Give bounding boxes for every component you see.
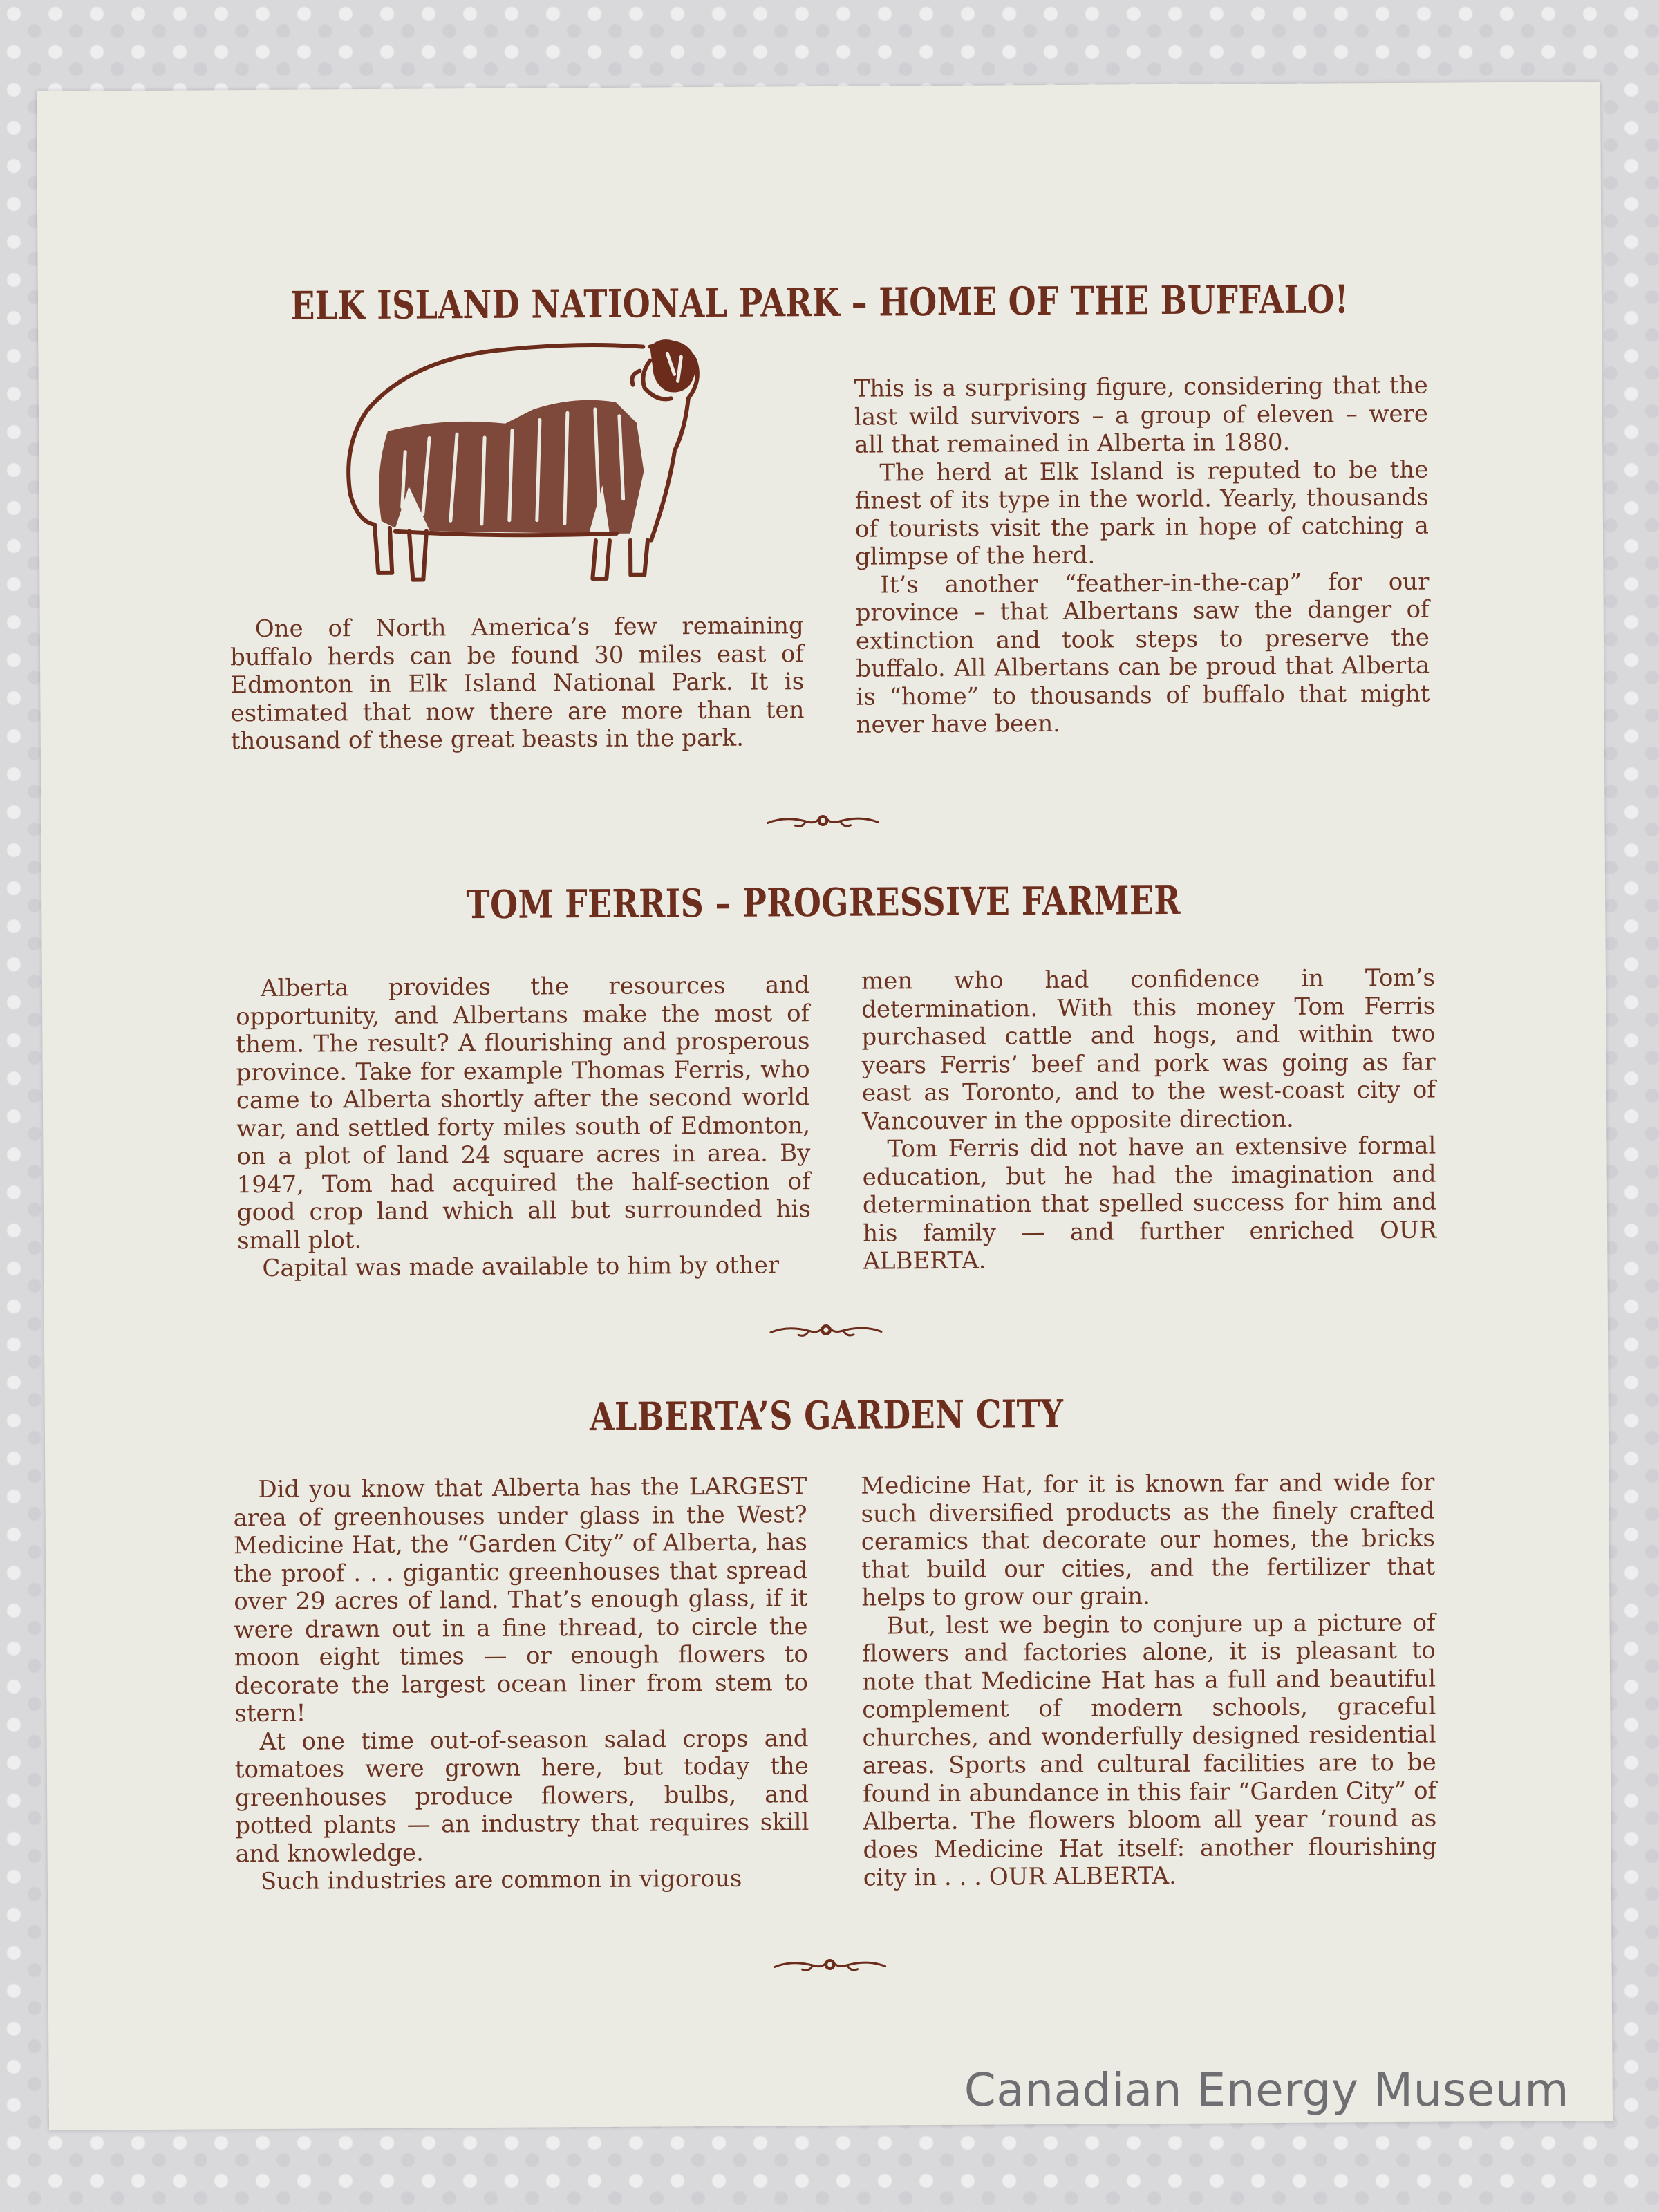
section-title-elk-island: ELK ISLAND NATIONAL PARK – HOME OF THE BUFFALO! bbox=[290, 276, 1349, 329]
paragraph: men who had confidence in Tom’s determination. With this money Tom Ferris purchased cattle and hogs, and within two years Ferris’ beef and pork was going as far east as Toronto, and to the west-coast city of Vancouver in the opposite direction. bbox=[861, 964, 1436, 1136]
paragraph: It’s another “feather-in-the-cap” for our province – that Albertans saw the danger of extinction and took steps to preserve the buffalo. All Albertans can be proud that Alberta is “home” to thousands of buffalo that might never have been. bbox=[855, 568, 1430, 739]
paragraph: Did you know that Alberta has the LARGEST area of greenhouses under glass in the West? Medicine Hat, the “Garden City” of Alberta, has the proof . . . gigantic greenhouses that spread over 29 acres of land. That’s enough glass, if it were drawn out in a fine thread, to circle the moon eight times — or enough flowers to decorate the largest ocean liner from stem to stern! bbox=[233, 1472, 809, 1728]
tom-ferris-right-column bbox=[861, 964, 1437, 1276]
paragraph: The herd at Elk Island is reputed to be the finest of its type in the world. Yearly, thousands of tourists visit the park in hope of catching a glimpse of the herd. bbox=[854, 456, 1430, 571]
paragraph: Alberta provides the resources and opportunity, and Albertans make the most of them. The result? A flourishing and prosperous province. Take for example Thomas Ferris, who came to Alberta shortly after the second world war, and settled forty miles south of Edmonton, on a plot of land 24 square acres in area. By 1947, Tom had acquired the half-section of good crop land which all but surrounded his small plot. bbox=[236, 971, 812, 1255]
document-page bbox=[37, 82, 1613, 2130]
paragraph: At one time out-of-season salad crops and tomatoes were grown here, but today the greenhouses produce flowers, bulbs, and potted plants — an industry that requires skill and knowledge. bbox=[234, 1724, 809, 1868]
paragraph: Medicine Hat, for it is known far and wide for such diversified products as the finely crafted ceramics that decorate our homes, the bricks that build our cities, and the fertilizer that helps to grow our grain. bbox=[861, 1468, 1436, 1612]
elk-island-right-column bbox=[854, 372, 1430, 740]
garden-city-right-column bbox=[861, 1469, 1437, 1893]
paragraph: But, lest we begin to conjure up a picture of flowers and factories alone, it is pleasant to note that Medicine Hat has a full and beautiful complement of modern schools, graceful churches, and wonderfully designed residential areas. Sports and cultural facilities are to be found in abundance in this fair “Garden City” of Alberta. The flowers bloom all year ’round as does Medicine Hat itself: another flourishing city in . . . OUR ALBERTA. bbox=[861, 1609, 1437, 1892]
ornament-divider-icon bbox=[767, 1318, 885, 1342]
garden-city-left-column bbox=[233, 1472, 809, 1896]
tom-ferris-left-column bbox=[236, 971, 812, 1283]
section-title-garden-city: ALBERTA’S GARDEN CITY bbox=[589, 1391, 1064, 1441]
paragraph: Such industries are common in vigorous bbox=[260, 1864, 742, 1896]
elk-island-left-column bbox=[230, 612, 805, 756]
paragraph: Tom Ferris did not have an extensive formal education, but he had the imagination and determination that spelled success for him and his family — and further enriched OUR ALBERTA. bbox=[862, 1132, 1437, 1275]
paragraph: One of North America’s few remaining buffalo herds can be found 30 miles east of Edmonton in Elk Island National Park. It is estimated that now there are more than ten thousand of these great beasts in the park. bbox=[229, 612, 805, 756]
bison-illustration bbox=[325, 332, 713, 597]
watermark-text: Canadian Energy Museum bbox=[964, 2063, 1569, 2117]
ornament-divider-icon bbox=[771, 1952, 888, 1976]
paragraph: This is a surprising figure, considering that the last wild survivors – a group of eleven – were all that remained in Alberta in 1880. bbox=[854, 371, 1429, 459]
section-title-tom-ferris: TOM FERRIS – PROGRESSIVE FARMER bbox=[466, 877, 1181, 928]
ornament-divider-icon bbox=[764, 808, 881, 832]
paragraph: Capital was made available to him by other bbox=[262, 1251, 780, 1282]
